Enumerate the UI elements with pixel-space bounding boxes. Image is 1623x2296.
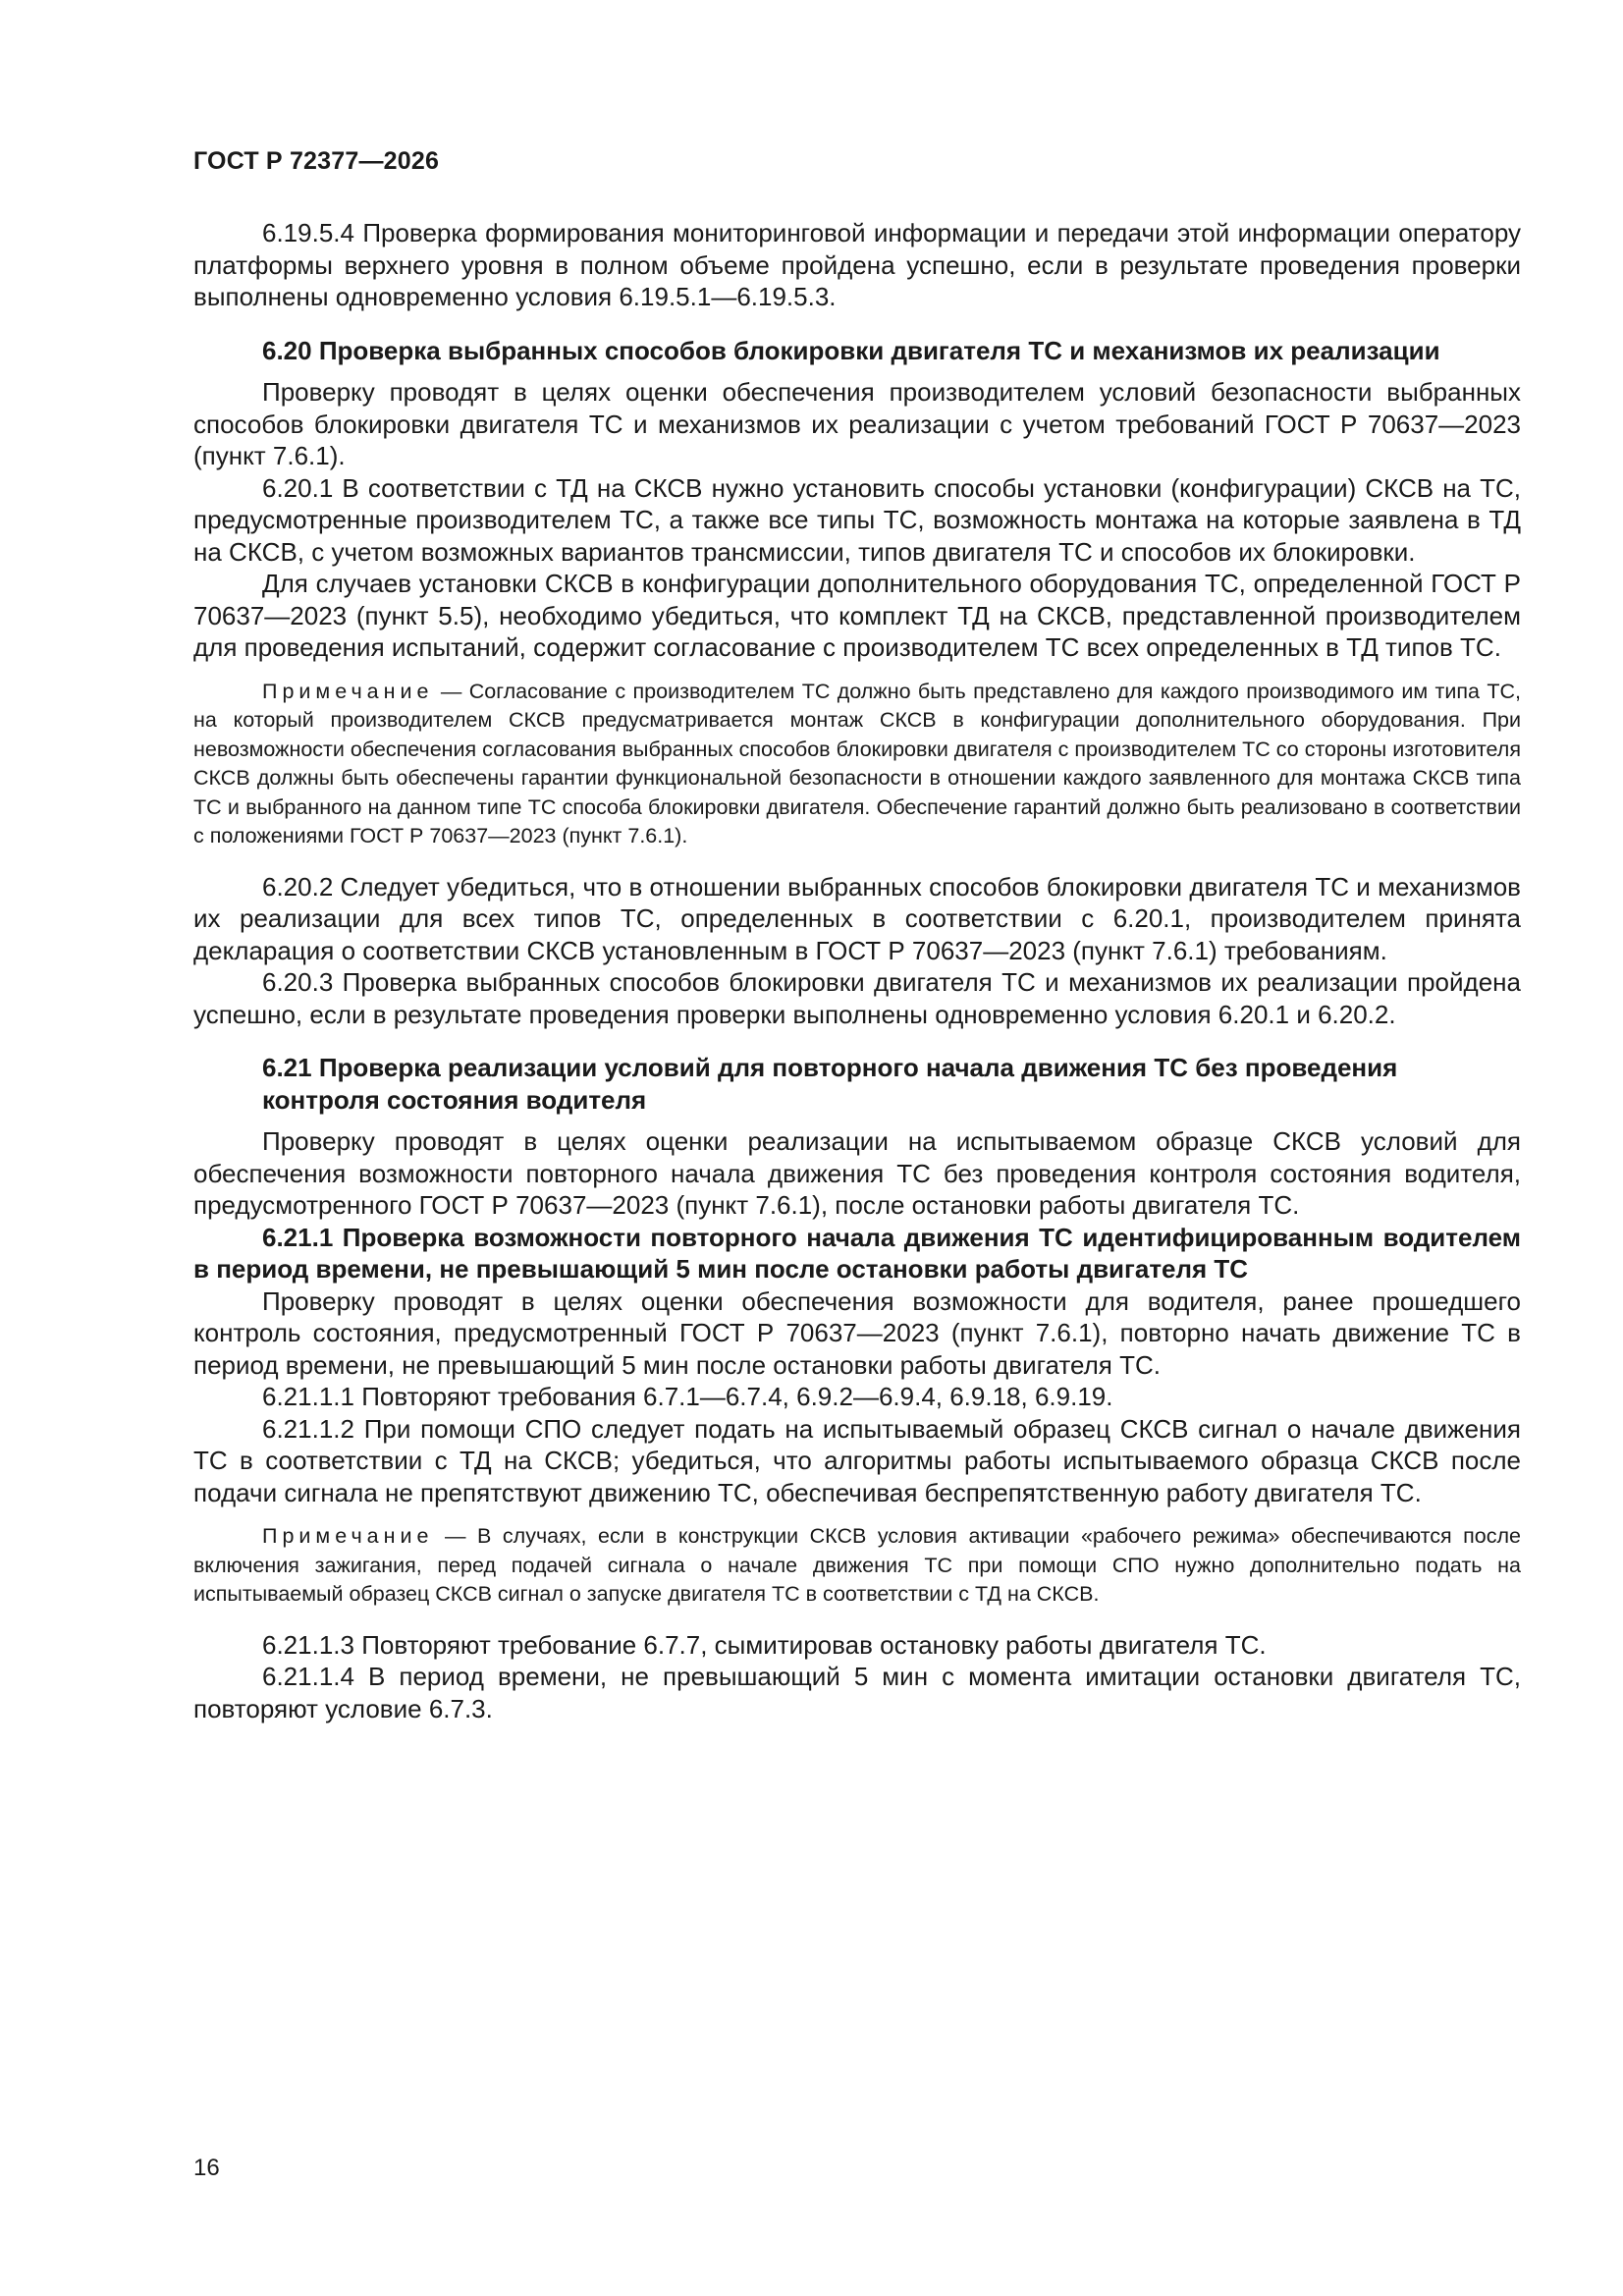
note-6-21 xyxy=(193,1522,1521,1610)
paragraph-6-20-1-continued: Для случаев установки СКСВ в конфигурации дополнительного оборудования ТС, определенной ГОСТ Р 70637—2023 (пункт 5.5), необходимо убедиться, что комплект ТД на СКСВ, представленной производителем для проведения испытаний, содержит согласование с производителем ТС всех определенных в ТД типов ТС. xyxy=(193,569,1521,662)
section-6-21-intro: Проверку проводят в целях оценки реализации на испытываемом образце СКСВ условий для обеспечения возможности повторного начала движения ТС без проведения контроля состояния водителя, предусмотренного ГОСТ Р 70637—2023 (пункт 7.6.1), после остановки работы двигателя ТС. xyxy=(193,1126,1521,1220)
paragraph-6-21-1-1: 6.21.1.1 Повторяют требования 6.7.1—6.7.4, 6.9.2—6.9.4, 6.9.18, 6.9.19. xyxy=(262,1382,1113,1411)
paragraph-6-20-3: 6.20.3 Проверка выбранных способов блокировки двигателя ТС и механизмов их реализации пройдена успешно, если в результате проведения проверки выполнены одновременно условия 6.20.1 и 6.20.2. xyxy=(193,967,1521,1029)
section-6-21-title: 6.21 Проверка реализации условий для повторного начала движения ТС без проведения контроля состояния водителя xyxy=(262,1053,1398,1115)
paragraph-6-20-1: 6.20.1 В соответствии с ТД на СКСВ нужно установить способы установки (конфигурации) СКСВ на ТС, предусмотренные производителем ТС, а также все типы ТС, возможность монтажа на которые заявлена в ТД на СКСВ, с учетом возможных вариантов трансмиссии, типов двигателя ТС и способов их блокировки. xyxy=(193,472,1521,567)
document-header: ГОСТ Р 72377—2026 xyxy=(193,147,440,175)
paragraph-6-21-1-3: 6.21.1.3 Повторяют требование 6.7.7, сымитировав остановку работы двигателя ТС. xyxy=(262,1629,1267,1660)
note-label: Примечание xyxy=(262,679,434,703)
paragraph-6-21-1-4: 6.21.1.4 В период времени, не превышающий 5 мин с момента имитации остановки двигателя ТС, повторяют условие 6.7.3. xyxy=(193,1662,1521,1723)
subsection-6-21-1-intro: Проверку проводят в целях оценки обеспечения возможности для водителя, ранее прошедшего контроль состояния, предусмотренный ГОСТ Р 70637—2023 (пункт 7.6.1), повторно начать движение ТС в период времени, не превышающий 5 мин после остановки работы двигателя ТС. xyxy=(193,1285,1521,1380)
document-body xyxy=(193,217,1521,1724)
note-text: — В случаях, если в конструкции СКСВ условия активации «рабочего режима» обеспечиваются после включения зажигания, перед подачей сигнала о начале движения ТС при помощи СПО нужно дополнительно подать на испытываемый образец СКСВ сигнал о запуске двигателя ТС в соответствии с ТД на СКСВ. xyxy=(193,1524,1521,1606)
subsection-6-21-1-title: 6.21.1 Проверка возможности повторного начала движения ТС идентифицированным водителем в период времени, не превышающий 5 мин после остановки работы двигателя ТС xyxy=(193,1222,1521,1284)
paragraph-6-21-1-2: 6.21.1.2 При помощи СПО следует подать на испытываемый образец СКСВ сигнал о начале движения ТС в соответствии с ТД на СКСВ; убедиться, что алгоритмы работы испытываемого образца СКСВ после подачи сигнала не препятствуют движению ТС, обеспечивая беспрепятственную работу двигателя ТС. xyxy=(193,1413,1521,1507)
section-6-20-title: 6.20 Проверка выбранных способов блокировки двигателя ТС и механизмов их реализации xyxy=(262,335,1440,365)
note-6-20 xyxy=(193,678,1521,851)
paragraph-6-19-5-4: 6.19.5.4 Проверка формирования мониторинговой информации и передачи этой информации оператору платформы верхнего уровня в полном объеме пройдена успешно, если в результате проведения проверки выполнены одновременно условия 6.19.5.1—6.19.5.3. xyxy=(193,218,1521,311)
page-number: 16 xyxy=(193,2155,220,2181)
section-6-20-intro: Проверку проводят в целях оценки обеспечения производителем условий безопасности выбранных способов блокировки двигателя ТС и механизмов их реализации с учетом требований ГОСТ Р 70637—2023 (пункт 7.6.1). xyxy=(193,377,1521,470)
note-label: Примечание xyxy=(262,1524,434,1548)
paragraph-6-20-2: 6.20.2 Следует убедиться, что в отношении выбранных способов блокировки двигателя ТС и механизмов их реализации для всех типов ТС, определенных в соответствии с 6.20.1, производителем принята декларация о соответствии СКСВ установленным в ГОСТ Р 70637—2023 (пункт 7.6.1) требованиям. xyxy=(193,871,1521,965)
note-text: — Согласование с производителем ТС должно быть представлено для каждого производимого им типа ТС, на который производителем СКСВ предусматривается монтаж СКСВ в конфигурации дополнительного оборудования. При невозможности обеспечения согласования выбранных способов блокировки двигателя с производителем ТС со стороны изготовителя СКСВ должны быть обеспечены гарантии функциональной безопасности в отношении каждого заявленного для монтажа СКСВ типа ТС и выбранного на данном типе ТС способа блокировки двигателя. Обеспечение гарантий должно быть реализовано в соответствии с положениями ГОСТ Р 70637—2023 (пункт 7.6.1). xyxy=(193,679,1521,847)
